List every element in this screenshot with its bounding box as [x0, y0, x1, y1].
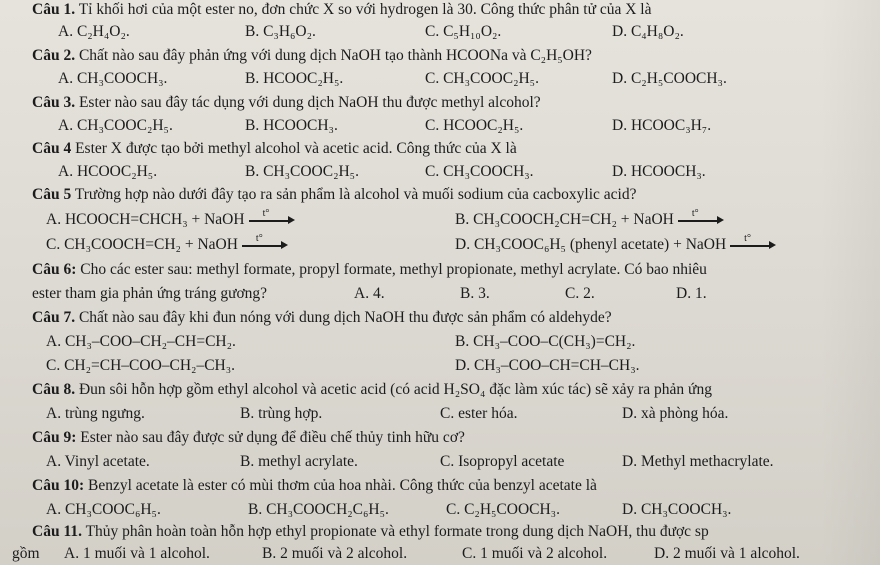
question-3-text: Ester nào sau đây tác dụng với dung dịch NaOH thu được methyl alcohol?: [78, 94, 541, 111]
question-9-option-c: C. Isopropyl acetate: [440, 453, 565, 470]
question-5-option-a-text: A. HCOOCH=CHCH₃ + NaOH: [46, 211, 245, 228]
question-4: [32, 139, 517, 159]
question-6-option-a: A. 4.: [354, 285, 385, 302]
question-10-number: Câu 10:: [32, 477, 85, 494]
question-11-text-continued: gồm: [12, 545, 40, 562]
question-10-option-c: C. C₂H₅COOCH₃.: [446, 501, 560, 518]
heat-label: t°: [255, 233, 263, 245]
question-7-number: Câu 7.: [32, 309, 76, 326]
question-10: [32, 476, 597, 496]
question-10-option-a: A. CH₃COOC₆H₅.: [46, 501, 161, 518]
question-1-option-b: B. C₃H₆O₂.: [245, 23, 316, 40]
question-2-option-b: B. HCOOC₂H₅.: [245, 70, 344, 87]
heat-label: t°: [691, 208, 699, 220]
reaction-arrow-icon: [678, 208, 724, 227]
question-2-option-d: D. C₂H₅COOCH₃.: [612, 70, 727, 87]
question-7-option-b: B. CH₃–COO–C(CH₃)=CH₂.: [455, 333, 636, 350]
question-3-number: Câu 3.: [32, 94, 76, 111]
question-1: [32, 0, 652, 20]
question-1-option-a: A. C₂H₄O₂.: [58, 23, 130, 40]
question-8-option-a: A. trùng ngưng.: [46, 405, 145, 422]
question-5-number: Câu 5: [32, 186, 72, 203]
question-5-option-c: [46, 235, 292, 255]
question-11-option-c: C. 1 muối và 2 alcohol.: [462, 545, 608, 562]
question-5-option-d: [455, 235, 780, 255]
question-6-text-continued: ester tham gia phản ứng tráng gương?: [32, 285, 268, 302]
question-11-option-b: B. 2 muối và 2 alcohol.: [262, 545, 408, 562]
question-11: [32, 522, 709, 542]
question-9-text: Ester nào sau đây được sử dụng để điều chế thủy tinh hữu cơ?: [80, 429, 465, 446]
question-1-number: Câu 1.: [32, 1, 76, 18]
question-9-option-b: B. methyl acrylate.: [240, 453, 358, 470]
heat-label: t°: [262, 208, 270, 220]
question-7-option-a: A. CH₃–COO–CH₂–CH=CH₂.: [46, 333, 236, 350]
question-3-option-a: A. CH₃COOC₂H₅.: [58, 117, 173, 134]
question-8: [32, 380, 712, 400]
question-2-option-a: A. CH₃COOCH₃.: [58, 70, 168, 87]
question-5-text: Trường hợp nào dưới đây tạo ra sản phẩm là alcohol và muối sodium của cacboxylic acid?: [74, 186, 637, 203]
question-7: [32, 308, 612, 328]
reaction-arrow-icon: [730, 233, 776, 252]
question-7-text: Chất nào sau đây khi đun nóng với dung dịch NaOH thu được sản phẩm có aldehyde?: [78, 309, 612, 326]
question-6-option-b: B. 3.: [460, 285, 490, 302]
question-4-option-a: A. HCOOC₂H₅.: [58, 163, 158, 180]
question-11-number: Câu 11.: [32, 523, 82, 540]
question-8-text: Đun sôi hỗn hợp gồm ethyl alcohol và acetic acid (có acid H₂SO₄ đặc làm xúc tác) sẽ xảy ra phản ứng: [78, 381, 712, 398]
question-9-number: Câu 9:: [32, 429, 77, 446]
question-10-option-d: D. CH₃COOCH₃.: [622, 501, 732, 518]
question-2: [32, 46, 592, 66]
question-1-option-d: D. C₄H₈O₂.: [612, 23, 684, 40]
question-4-option-c: C. CH₃COOCH₃.: [425, 163, 534, 180]
question-6-text: Cho các ester sau: methyl formate, propyl formate, methyl propionate, methyl acrylate. Có bao nhiêu: [80, 261, 707, 278]
question-3-option-b: B. HCOOCH₃.: [245, 117, 338, 134]
question-1-option-c: C. C₅H₁₀O₂.: [425, 23, 502, 40]
question-3-option-c: C. HCOOC₂H₅.: [425, 117, 524, 134]
question-9-option-d: D. Methyl methacrylate.: [622, 453, 774, 470]
question-7-option-d: D. CH₃–COO–CH=CH–CH₃.: [455, 357, 640, 374]
question-4-text: Ester X được tạo bởi methyl alcohol và acetic acid. Công thức của X là: [75, 140, 517, 157]
question-11-option-a: A. 1 muối và 1 alcohol.: [64, 545, 210, 562]
question-7-option-c: C. CH₂=CH–COO–CH₂–CH₃.: [46, 357, 236, 374]
question-6-number: Câu 6:: [32, 261, 77, 278]
question-5-option-c-text: C. CH₃COOCH=CH₂ + NaOH: [46, 236, 238, 253]
question-6-option-c: C. 2.: [565, 285, 595, 302]
question-6: [32, 260, 707, 280]
question-2-text: Chất nào sau đây phản ứng với dung dịch NaOH tạo thành HCOONa và C₂H₅OH?: [78, 47, 592, 64]
question-5-option-a: [46, 210, 299, 230]
question-8-option-c: C. ester hóa.: [440, 405, 518, 422]
question-8-number: Câu 8.: [32, 381, 76, 398]
question-6-option-d: D. 1.: [676, 285, 707, 302]
reaction-arrow-icon: [249, 208, 295, 227]
question-2-number: Câu 2.: [32, 47, 76, 64]
question-4-number: Câu 4: [32, 140, 72, 157]
question-9-option-a: A. Vinyl acetate.: [46, 453, 150, 470]
heat-label: t°: [744, 233, 751, 245]
question-4-option-d: D. HCOOCH₃.: [612, 163, 706, 180]
question-4-option-b: B. CH₃COOC₂H₅.: [245, 163, 359, 180]
question-8-option-d: D. xà phòng hóa.: [622, 405, 729, 422]
question-5-option-b-text: B. CH₃COOCH₂CH=CH₂ + NaOH: [455, 211, 674, 228]
reaction-arrow-icon: [242, 233, 288, 252]
question-10-option-b: B. CH₃COOCH₂C₆H₅.: [248, 501, 389, 518]
question-3: [32, 93, 541, 113]
question-10-text: Benzyl acetate là ester có mùi thơm của hoa nhài. Công thức của benzyl acetate là: [87, 477, 597, 494]
question-5-option-d-text: D. CH₃COOC₆H₅ (phenyl acetate) + NaOH: [455, 236, 727, 253]
question-9: [32, 428, 465, 448]
question-5: [32, 185, 636, 205]
question-2-option-c: C. CH₃COOC₂H₅.: [425, 70, 539, 87]
question-11-option-d: D. 2 muối và 1 alcohol.: [654, 545, 800, 562]
question-1-text: Tỉ khối hơi của một ester no, đơn chức X so với hydrogen là 30. Công thức phân tử của X là: [78, 1, 652, 18]
question-8-option-b: B. trùng hợp.: [240, 405, 323, 422]
question-11-text: Thủy phân hoàn toàn hỗn hợp ethyl propionate và ethyl formate trong dung dịch NaOH, thu được sp: [85, 523, 709, 540]
page-shadow: [820, 0, 880, 565]
question-5-option-b: [455, 210, 728, 230]
question-3-option-d: D. HCOOC₃H₇.: [612, 117, 712, 134]
